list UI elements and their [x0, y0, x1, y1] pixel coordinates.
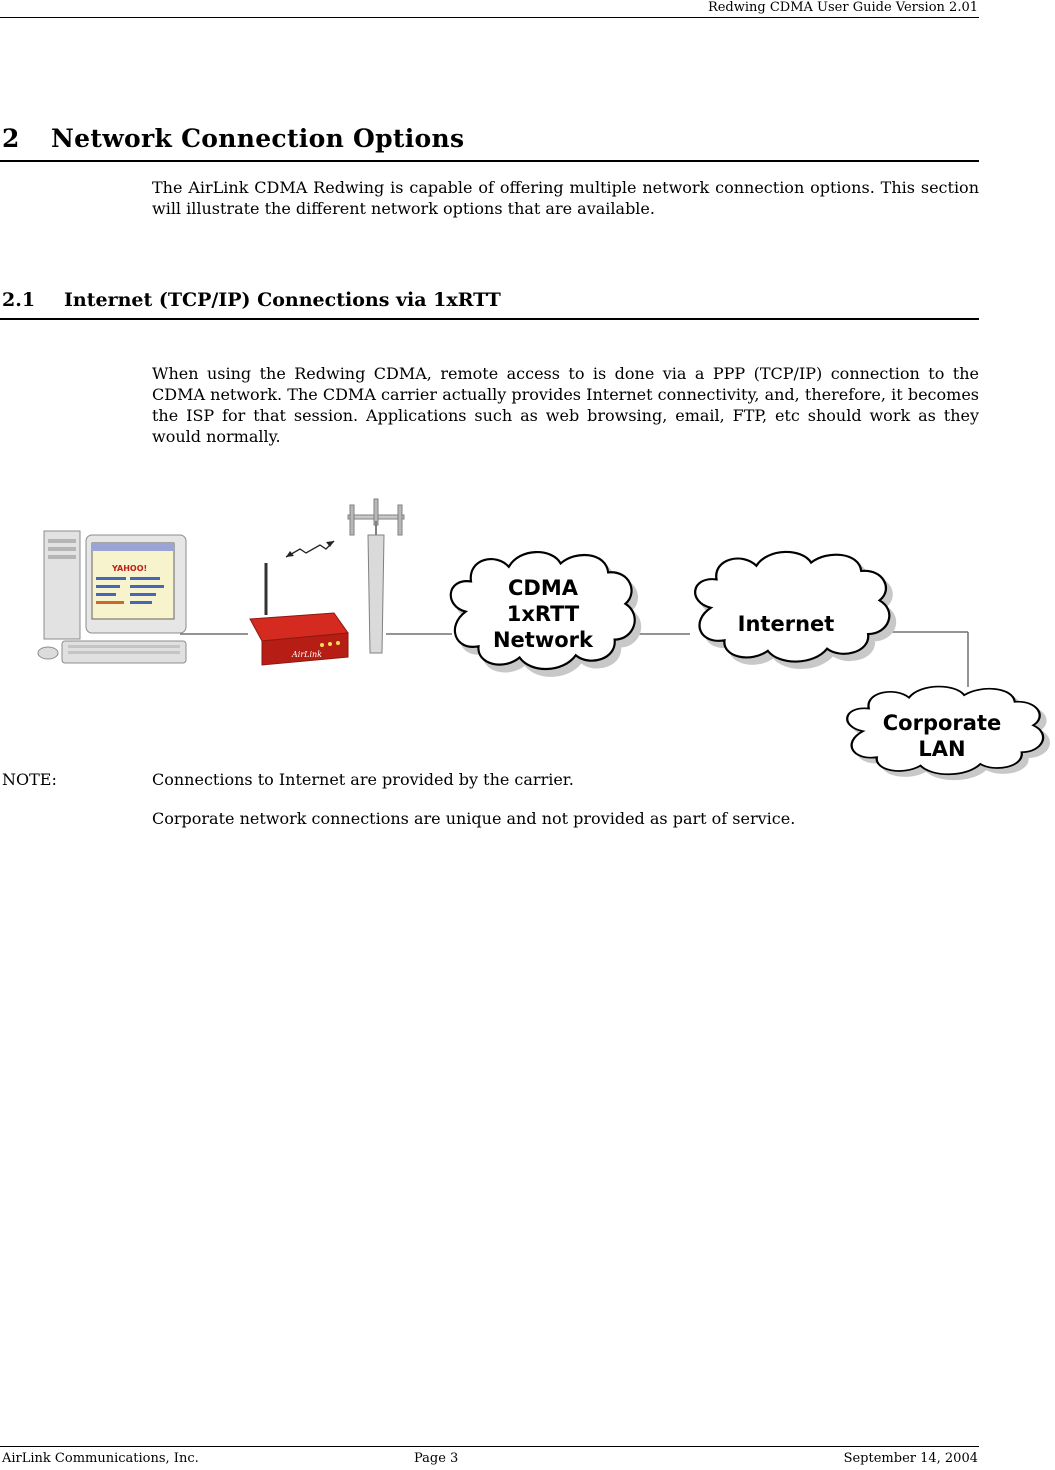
cloud-cdma-label-2: 1xRTT — [506, 602, 580, 626]
computer-icon — [38, 531, 186, 663]
section-intro: The AirLink CDMA Redwing is capable of offering multiple network connection options. This section will illustrate the different network options that are available. — [152, 178, 979, 218]
modem-icon — [250, 563, 348, 665]
cloud-cdma-label-3: Network — [492, 628, 594, 652]
footer-page: Page 3 — [414, 1451, 459, 1466]
cloud-internet — [695, 552, 895, 668]
cloud-internet-label: Internet — [737, 612, 835, 636]
subsection-heading — [2, 289, 501, 311]
footer-rule — [0, 1446, 979, 1447]
subsection-title: Internet (TCP/IP) Connections via 1xRTT — [64, 289, 501, 311]
network-diagram — [0, 495, 1055, 785]
footer-company: AirLink Communications, Inc. — [2, 1451, 199, 1466]
section-number: 2 — [2, 124, 20, 153]
note-label: NOTE: — [2, 770, 57, 789]
running-header: Redwing CDMA User Guide Version 2.01 — [707, 0, 978, 15]
cloud-corporate-label-1: Corporate — [882, 711, 1002, 735]
modem-brand: AirLink — [292, 650, 323, 659]
cloud-cdma-label-1: CDMA — [508, 576, 578, 600]
note-line-1: Connections to Internet are provided by the carrier. — [152, 770, 574, 789]
header-rule — [0, 17, 979, 18]
subsection-body: When using the Redwing CDMA, remote access to is done via a PPP (TCP/IP) connection to the CDMA network. The CDMA carrier actually provides Internet connectivity, and, therefore, it becomes the ISP for that session. Applications such as web browsing, email, FTP, etc should work as they would normally. — [152, 364, 979, 446]
screen-logo: YAHOO! — [112, 564, 148, 573]
note-line-2: Corporate network connections are unique and not provided as part of service. — [152, 809, 796, 828]
subsection-number: 2.1 — [2, 289, 36, 311]
cell-tower-icon — [348, 499, 404, 653]
subsection-rule — [0, 318, 979, 320]
cloud-corporate-label-2: LAN — [918, 737, 966, 761]
section-heading — [2, 124, 464, 153]
section-title: Network Connection Options — [51, 124, 465, 153]
section-rule — [0, 160, 979, 162]
footer-date: September 14, 2004 — [843, 1451, 978, 1466]
radio-link-icon — [286, 541, 334, 557]
